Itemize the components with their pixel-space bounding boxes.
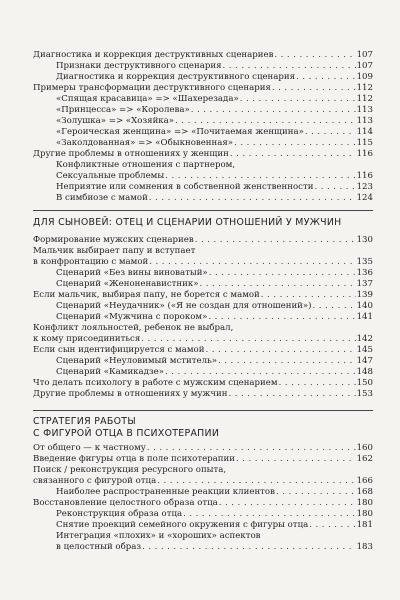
- section-divider: [33, 410, 373, 411]
- toc-entry-page: 115: [356, 138, 373, 148]
- toc-entry-title: связанного с фигурой отца: [33, 476, 157, 486]
- toc-entry-title: Сексуальные проблемы: [56, 171, 165, 181]
- toc-entry: [56, 127, 373, 138]
- dot-leader: [149, 193, 356, 204]
- toc-entry-title: «Героическая женщина» => «Почитаемая женщина»: [56, 127, 304, 137]
- toc-entry: [33, 378, 373, 389]
- dot-leader: [142, 542, 356, 553]
- toc-entry: [33, 334, 373, 345]
- toc-entry: [33, 149, 373, 160]
- toc-entry: [33, 50, 373, 61]
- toc-entry: [56, 509, 373, 520]
- dot-leader: [165, 367, 356, 378]
- toc-entry-page: 116: [356, 171, 373, 181]
- toc-entry-title: Признаки деструктивного сценария: [56, 61, 222, 71]
- toc-entry-title: Если сын идентифицируется с мамой: [33, 345, 205, 355]
- toc-entry: [56, 94, 373, 105]
- toc-entry-page: 137: [356, 279, 373, 289]
- toc-entry: [33, 235, 373, 246]
- toc-entry: [56, 268, 373, 279]
- toc-entry-title: Сценарий «Камикадзе»: [56, 367, 164, 377]
- dot-leader: [296, 72, 356, 83]
- toc-entry: [56, 116, 373, 127]
- dot-leader: [240, 94, 356, 105]
- toc-entry: [56, 138, 373, 149]
- toc-entry: [56, 301, 373, 312]
- dot-leader: [274, 50, 355, 61]
- toc-entry: [56, 367, 373, 378]
- dot-leader: [195, 235, 356, 246]
- toc-entry-title: Примеры трансформации деструктивного сценария: [33, 83, 271, 93]
- toc-entry-page: 147: [356, 356, 373, 366]
- toc-entry-page: 145: [356, 345, 373, 355]
- toc-entry-page: 160: [356, 443, 373, 453]
- toc-entry: [33, 443, 373, 454]
- toc-entry-title: «Золушка» => «Хозяйка»: [56, 116, 175, 126]
- dot-leader: [205, 345, 355, 356]
- toc-entry-page: 113: [356, 105, 373, 115]
- toc-entry-page: 107: [356, 61, 373, 71]
- toc-entry-title: Сценарий «Женоненавистник»: [56, 279, 199, 289]
- toc-entry-page: 183: [356, 542, 373, 552]
- toc-entry-continued: Поиск / реконструкция ресурсного опыта,: [33, 465, 227, 475]
- toc-entry-page: 116: [356, 149, 373, 159]
- toc-entry-title: Что делать психологу в работе с мужским сценарием: [33, 378, 278, 388]
- section-title: СТРАТЕГИЯ РАБОТЫ: [33, 416, 136, 427]
- toc-entry-title: к кому присоединиться: [33, 334, 141, 344]
- toc-entry-page: 180: [356, 498, 373, 508]
- toc-entry: [56, 72, 373, 83]
- toc-entry-title: Наиболее распространенные реакции клиентов: [56, 487, 275, 497]
- toc-entry: [56, 279, 373, 290]
- toc-entry: [56, 182, 373, 193]
- dot-leader: [313, 301, 356, 312]
- dot-leader: [208, 312, 355, 323]
- toc-entry-continued: Мальчик выбирает папу и вступает: [33, 246, 196, 256]
- dot-leader: [228, 389, 355, 400]
- toc-entry: [33, 498, 373, 509]
- dot-leader: [218, 356, 356, 367]
- toc-entry: [56, 61, 373, 72]
- toc-entry-page: 162: [356, 454, 373, 464]
- toc-entry-page: 148: [356, 367, 373, 377]
- toc-entry-page: 168: [356, 487, 373, 497]
- dot-leader: [279, 378, 356, 389]
- toc-entry-page: 141: [356, 312, 373, 322]
- toc-entry-title: Восстановление целостного образа отца: [33, 498, 218, 508]
- toc-entry-page: 114: [356, 127, 373, 137]
- dot-leader: [149, 257, 355, 268]
- toc-entry-page: 124: [356, 193, 373, 203]
- dot-leader: [200, 279, 356, 290]
- toc-entry-title: Другие проблемы в отношениях у женщин: [33, 149, 229, 159]
- dot-leader: [223, 61, 356, 72]
- dot-leader: [183, 509, 355, 520]
- toc-entry-title: в целостный образ: [56, 542, 142, 552]
- toc-entry: [33, 83, 373, 94]
- toc-entry-page: 136: [356, 268, 373, 278]
- toc-entry: [33, 257, 373, 268]
- toc-entry-page: 166: [356, 476, 373, 486]
- toc-entry-page: 150: [356, 378, 373, 388]
- dot-leader: [314, 182, 355, 193]
- toc-entry-page: 112: [356, 83, 373, 93]
- toc-entry-title: Другие проблемы в отношениях у мужчин: [33, 389, 228, 399]
- toc-entry-title: в конфронтацию с мамой: [33, 257, 149, 267]
- toc-entry-title: Реконструкция образа отца: [56, 509, 183, 519]
- toc-entry-title: Формирование мужских сценариев: [33, 235, 194, 245]
- toc-entry-title: Сценарий «Неуловимый мститель»: [56, 356, 218, 366]
- toc-entry-title: Сценарий «Без вины виноватый»: [56, 268, 208, 278]
- dot-leader: [165, 171, 355, 182]
- toc-entry: [33, 454, 373, 465]
- dot-leader: [261, 290, 356, 301]
- dot-leader: [219, 498, 356, 509]
- dot-leader: [147, 443, 356, 454]
- toc-entry: [56, 542, 373, 553]
- dot-leader: [305, 127, 356, 138]
- toc-entry-page: 142: [356, 334, 373, 344]
- dot-leader: [175, 116, 356, 127]
- toc-entry-page: 153: [356, 389, 373, 399]
- dot-leader: [157, 476, 355, 487]
- toc-entry-title: Снятие проекций семейного окружения с фигуры отца: [56, 520, 309, 530]
- toc-entry-title: «Принцесса» => «Королева»: [56, 105, 190, 115]
- dot-leader: [230, 149, 356, 160]
- dot-leader: [272, 83, 356, 94]
- dot-leader: [234, 138, 356, 149]
- toc-entry-page: 123: [356, 182, 373, 192]
- toc-entry: [56, 520, 373, 531]
- toc-entry-page: 140: [356, 301, 373, 311]
- toc-entry-title: В симбиозе с мамой: [56, 193, 148, 203]
- toc-entry-page: 109: [356, 72, 373, 82]
- toc-entry-page: 181: [356, 520, 373, 530]
- dot-leader: [236, 454, 356, 465]
- toc-entry-page: 135: [356, 257, 373, 267]
- toc-entry: [33, 290, 373, 301]
- toc-entry: [56, 487, 373, 498]
- toc-entry-title: Сценарий «Мужчина с пороком»: [56, 312, 208, 322]
- toc-entry-title: Диагностика и коррекция деструктивных сценариев: [33, 50, 274, 60]
- toc-entry: [33, 389, 373, 400]
- toc-entry-title: Если мальчик, выбирая папу, не борется с мамой: [33, 290, 260, 300]
- toc-entry-page: 112: [356, 94, 373, 104]
- section-divider: [33, 210, 373, 211]
- toc-entry: [56, 312, 373, 323]
- toc-entry-title: Диагностика и коррекция деструктивного сценария: [56, 72, 296, 82]
- toc-entry-page: 113: [356, 116, 373, 126]
- toc-entry-continued: Конфликт лояльностей, ребенок не выбрал,: [33, 323, 234, 333]
- toc-entry-page: 180: [356, 509, 373, 519]
- dot-leader: [309, 520, 355, 531]
- toc-entry-page: 107: [356, 50, 373, 60]
- toc-entry: [33, 476, 373, 487]
- toc-entry: [56, 193, 373, 204]
- toc-entry-title: Неприятие или сомнения в собственной женственности: [56, 182, 314, 192]
- section-title: ДЛЯ СЫНОВЕЙ: ОТЕЦ И СЦЕНАРИИ ОТНОШЕНИЙ У МУЖЧИН: [33, 217, 342, 228]
- toc-entry: [33, 345, 373, 356]
- toc-entry-continued: Конфликтные отношения с партнером,: [56, 160, 236, 170]
- dot-leader: [209, 268, 356, 279]
- toc-entry-continued: Интеграция «плохих» и «хороших» аспектов: [56, 531, 261, 541]
- dot-leader: [191, 105, 356, 116]
- toc-entry-page: 130: [356, 235, 373, 245]
- toc-entry-title: Введение фигуры отца в поле психотерапии: [33, 454, 235, 464]
- section-title: С ФИГУРОЙ ОТЦА В ПСИХОТЕРАПИИ: [33, 428, 220, 439]
- toc-entry: [56, 356, 373, 367]
- toc-entry-page: 139: [356, 290, 373, 300]
- toc-entry-title: «Спящая красавица» => «Шахерезада»: [56, 94, 239, 104]
- toc-entry-title: От общего — к частному: [33, 443, 146, 453]
- dot-leader: [276, 487, 356, 498]
- dot-leader: [141, 334, 355, 345]
- toc-entry: [56, 105, 373, 116]
- toc-entry: [56, 171, 373, 182]
- toc-entry-title: Сценарий «Неудачник» («Я не создан для отношений»): [56, 301, 312, 311]
- toc-entry-title: «Заколдованная» => «Обыкновенная»: [56, 138, 234, 148]
